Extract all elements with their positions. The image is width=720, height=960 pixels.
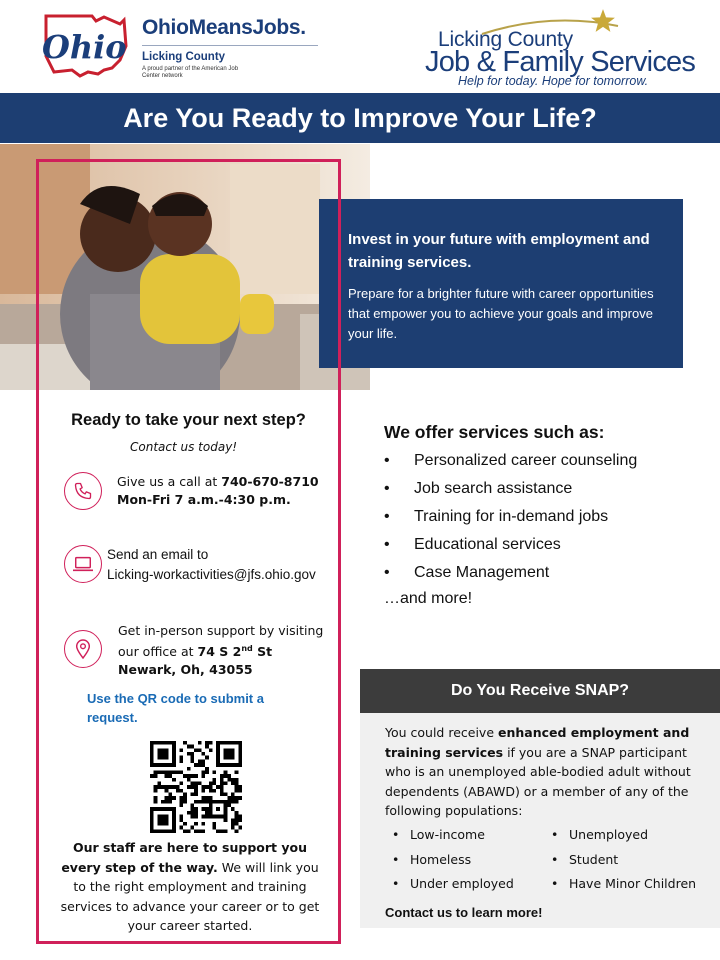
omj-partner-text: A proud partner of the American Job Center network	[142, 66, 239, 79]
snap-list-right	[551, 827, 696, 901]
visit-street-num: 74 S 2	[197, 644, 242, 660]
visit-info	[118, 622, 333, 679]
omj-title: OhioMeansJobs.	[142, 16, 306, 39]
page-title-banner	[0, 93, 720, 143]
list-item: • Training for in-demand jobs	[384, 506, 637, 534]
list-item: • Homeless	[392, 852, 514, 877]
ohiomeansjobs-logo	[34, 10, 324, 82]
laptop-icon	[64, 545, 102, 583]
staff-bold: Our staff are here to support you every step of the way.	[61, 840, 308, 875]
invest-body: Prepare for a brighter future with career opportunities that empower you to achieve your goals and improve your life.	[348, 286, 654, 341]
ohio-state-logo-icon	[34, 12, 134, 78]
list-item: • Under employed	[392, 876, 514, 901]
visit-street-rest: St	[252, 644, 273, 660]
snap-contact: Contact us to learn more!	[385, 905, 543, 920]
invest-info-box	[319, 199, 683, 368]
list-item: • Student	[551, 852, 696, 877]
father-child-photo	[0, 144, 370, 390]
page-title: Are You Ready to Improve Your Life?	[123, 102, 597, 133]
snap-intro-bold: enhanced employment and training services	[385, 725, 690, 760]
list-item: • Personalized career counseling	[384, 450, 637, 478]
list-item: • Case Management	[384, 562, 637, 590]
list-item: • Unemployed	[551, 827, 696, 852]
snap-intro	[385, 723, 703, 821]
jfs-tagline: Help for today. Hope for tomorrow.	[458, 74, 649, 88]
star-icon	[590, 8, 616, 34]
staff-support-text	[54, 838, 326, 936]
omj-divider	[142, 45, 318, 46]
qr-note: Use the QR code to submit a request.	[87, 691, 264, 725]
email-prefix: Send an email to	[107, 547, 209, 562]
snap-intro-1: You could receive	[385, 725, 498, 740]
jfs-title: Job & Family Services	[425, 46, 696, 78]
snap-intro-2: if you are a SNAP participant who is an unemployed able-bodied adult without dependents (ABAWD) or a member of any of the following populations:	[385, 744, 691, 818]
email-info	[107, 545, 339, 584]
location-pin-icon	[64, 630, 102, 668]
photo-illustration	[0, 144, 370, 390]
list-item: • Educational services	[384, 534, 637, 562]
jfs-logo	[420, 8, 710, 90]
snap-header	[360, 669, 720, 713]
list-item: • Low-income	[392, 827, 514, 852]
call-hours: Mon-Fri 7 a.m.-4:30 p.m.	[117, 492, 291, 507]
call-prefix: Give us a call at	[117, 474, 222, 489]
svg-text:Ohio: Ohio	[42, 28, 127, 66]
phone-icon	[64, 472, 102, 510]
list-item: • Job search assistance	[384, 478, 637, 506]
visit-text: Get in-person support by visiting our office at	[118, 623, 324, 660]
staff-rest: We will link you to the right employment and training services to advance your career or to get your career started.	[60, 859, 320, 933]
email-address[interactable]: Licking-workactivities@jfs.ohio.gov	[107, 566, 316, 582]
services-more: …and more!	[384, 590, 473, 607]
contact-title: Ready to take your next step?	[71, 411, 306, 429]
snap-list-left	[392, 827, 514, 901]
invest-heading: Invest in your future with employment and training services.	[348, 231, 650, 271]
qr-code[interactable]	[150, 741, 242, 833]
services-list	[384, 450, 637, 590]
visit-city: Newark, Oh, 43055	[118, 662, 253, 678]
omj-county: Licking County	[142, 51, 226, 63]
list-item: • Have Minor Children	[551, 876, 696, 901]
contact-subtitle: Contact us today!	[130, 440, 238, 454]
snap-title: Do You Receive SNAP?	[450, 682, 630, 699]
visit-street-sup: nd	[241, 644, 253, 653]
services-title: We offer services such as:	[384, 422, 605, 442]
call-info	[117, 473, 337, 509]
jfs-county: Licking County	[438, 28, 573, 51]
call-phone[interactable]: 740-670-8710	[221, 474, 319, 489]
